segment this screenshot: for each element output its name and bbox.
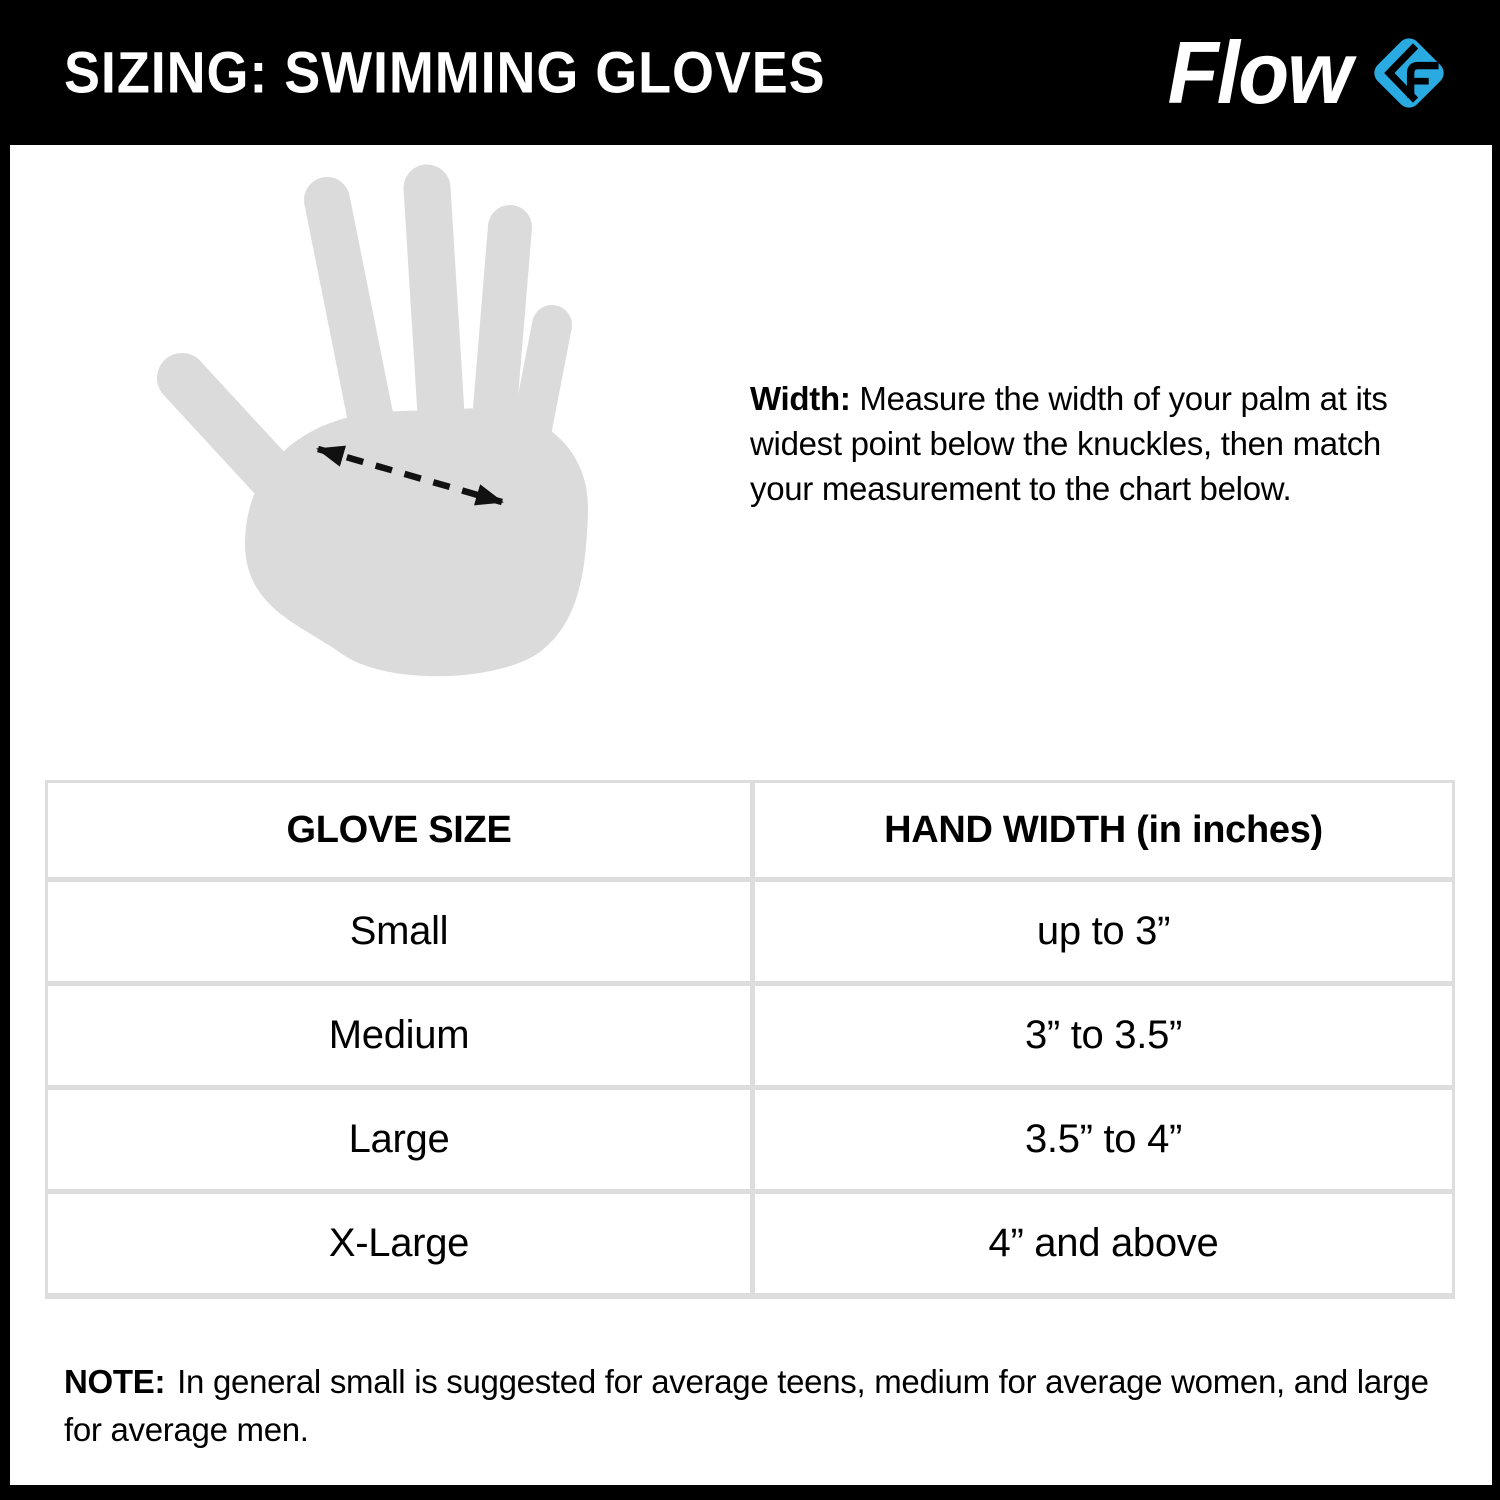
hand-silhouette <box>182 188 588 676</box>
sizing-table <box>45 780 1455 1299</box>
header-bar <box>0 0 1500 145</box>
brand-name: Flow <box>1167 22 1350 122</box>
instructions-text: Measure the width of your palm at its widest point below the knuckles, then match your measurement to the chart below. <box>750 380 1388 507</box>
table-cell-width-xlarge: 4” and above <box>750 1189 1452 1293</box>
measurement-instructions <box>750 376 1450 511</box>
table-cell-width-large: 3.5” to 4” <box>750 1085 1452 1189</box>
frame-border-left <box>0 145 10 1500</box>
table-cell-size-large: Large <box>48 1085 750 1189</box>
flow-diamond-f-icon <box>1368 32 1450 114</box>
note-label: NOTE: <box>64 1363 166 1400</box>
frame-border-right <box>1492 145 1500 1500</box>
note-text: In general small is suggested for average teens, medium for average women, and large for average men. <box>64 1363 1429 1448</box>
column-header-hand-width: HAND WIDTH (in inches) <box>750 783 1452 877</box>
instructions-label: Width: <box>750 380 851 417</box>
table-cell-size-medium: Medium <box>48 981 750 1085</box>
brand-logo <box>1158 0 1450 145</box>
table-cell-width-small: up to 3” <box>750 877 1452 981</box>
table-cell-size-small: Small <box>48 877 750 981</box>
page-title: SIZING: SWIMMING GLOVES <box>64 40 826 105</box>
table-cell-size-xlarge: X-Large <box>48 1189 750 1293</box>
sizing-note <box>64 1358 1460 1454</box>
hand-measurement-diagram <box>150 160 750 760</box>
table-cell-width-medium: 3” to 3.5” <box>750 981 1452 1085</box>
column-header-glove-size: GLOVE SIZE <box>286 808 512 851</box>
frame-border-bottom <box>0 1485 1500 1500</box>
